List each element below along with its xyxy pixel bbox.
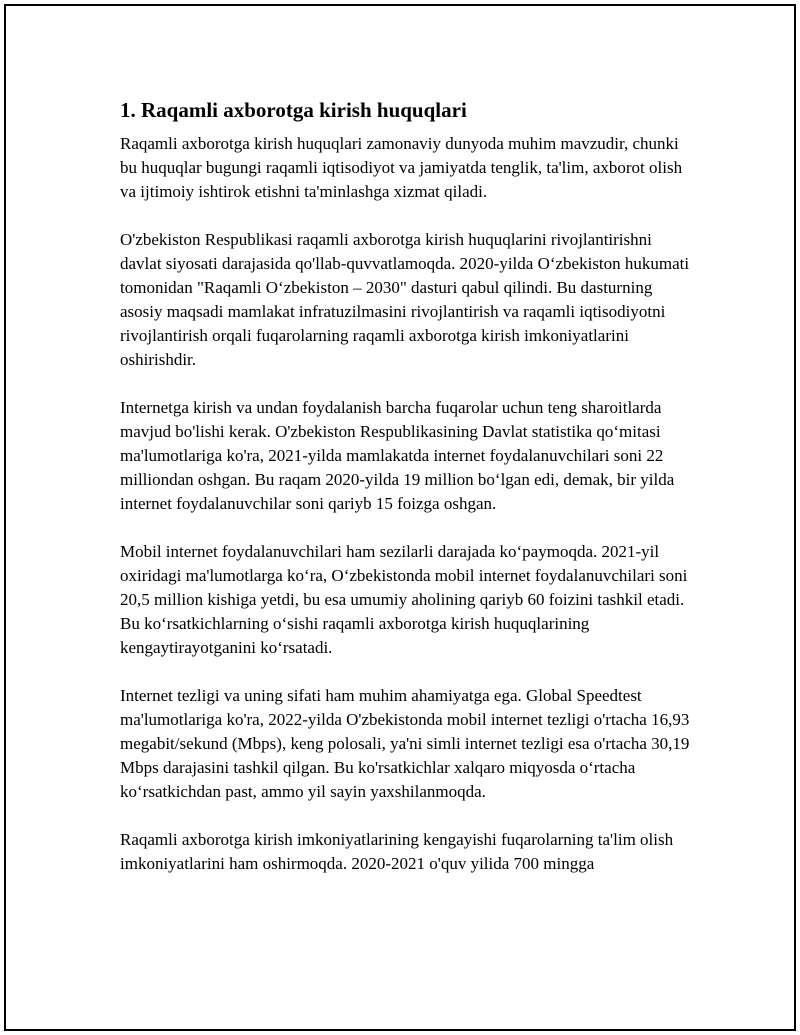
paragraph-2: O'zbekiston Respublikasi raqamli axborotga kirish huquqlarini rivojlantirishni davlat siyosati darajasida qo'llab-quvvatlamoqda. 2020-yilda O‘zbekiston hukumati tomonidan "Raqamli O‘zbekiston – 2030" dasturi qabul qilindi. Bu dasturning asosiy maqsadi mamlakat infratuzilmasini rivojlantirish va raqamli iqtisodiyotni rivojlantirish orqali fuqarolarning raqamli axborotga kirish imkoniyatlarini oshirishdir.	[120, 230, 690, 369]
paragraph-6: Raqamli axborotga kirish imkoniyatlarining kengayishi fuqarolarning ta'lim olish imkoniyatlarini ham oshirmoqda. 2020-2021 o'quv yilida 700 mingga	[120, 830, 674, 873]
document-body	[120, 96, 692, 900]
paragraph-4: Mobil internet foydalanuvchilari ham sezilarli darajada ko‘paymoqda. 2021-yil oxiridagi ma'lumotlarga ko‘ra, O‘zbekistonda mobil internet foydalanuvchilari soni 20,5 million kishiga yetdi, bu esa umumiy aholining qariyb 60 foizini tashkil etadi. Bu ko‘rsatkichlarning o‘sishi raqamli axborotga kirish huquqlarining kengaytirayotganini ko‘rsatadi.	[120, 542, 688, 657]
paragraph-1: Raqamli axborotga kirish huquqlari zamonaviy dunyoda muhim mavzudir, chunki bu huquqlar bugungi raqamli iqtisodiyot va jamiyatda tenglik, ta'lim, axborot olish va ijtimoiy ishtirok etishni ta'minlashga xizmat qiladi.	[120, 134, 683, 201]
section-heading: 1. Raqamli axborotga kirish huquqlari	[120, 98, 467, 122]
paragraph-5: Internet tezligi va uning sifati ham muhim ahamiyatga ega. Global Speedtest ma'lumotlariga ko'ra, 2022-yilda O'zbekistonda mobil internet tezligi o'rtacha 16,93 megabit/sekund (Mbps), keng polosali, ya'ni simli internet tezligi esa o'rtacha 30,19 Mbps darajasini tashkil qilgan. Bu ko'rsatkichlar xalqaro miqyosda o‘rtacha ko‘rsatkichdan past, ammo yil sayin yaxshilanmoqda.	[120, 686, 690, 801]
paragraph-3: Internetga kirish va undan foydalanish barcha fuqarolar uchun teng sharoitlarda mavjud bo'lishi kerak. O'zbekiston Respublikasining Davlat statistika qo‘mitasi ma'lumotlariga ko'ra, 2021-yilda mamlakatda internet foydalanuvchilari soni 22 milliondan oshgan. Bu raqam 2020-yilda 19 million bo‘lgan edi, demak, bir yilda internet foydalanuvchilar soni qariyb 15 foizga oshgan.	[120, 398, 675, 513]
page-frame	[4, 4, 796, 1031]
